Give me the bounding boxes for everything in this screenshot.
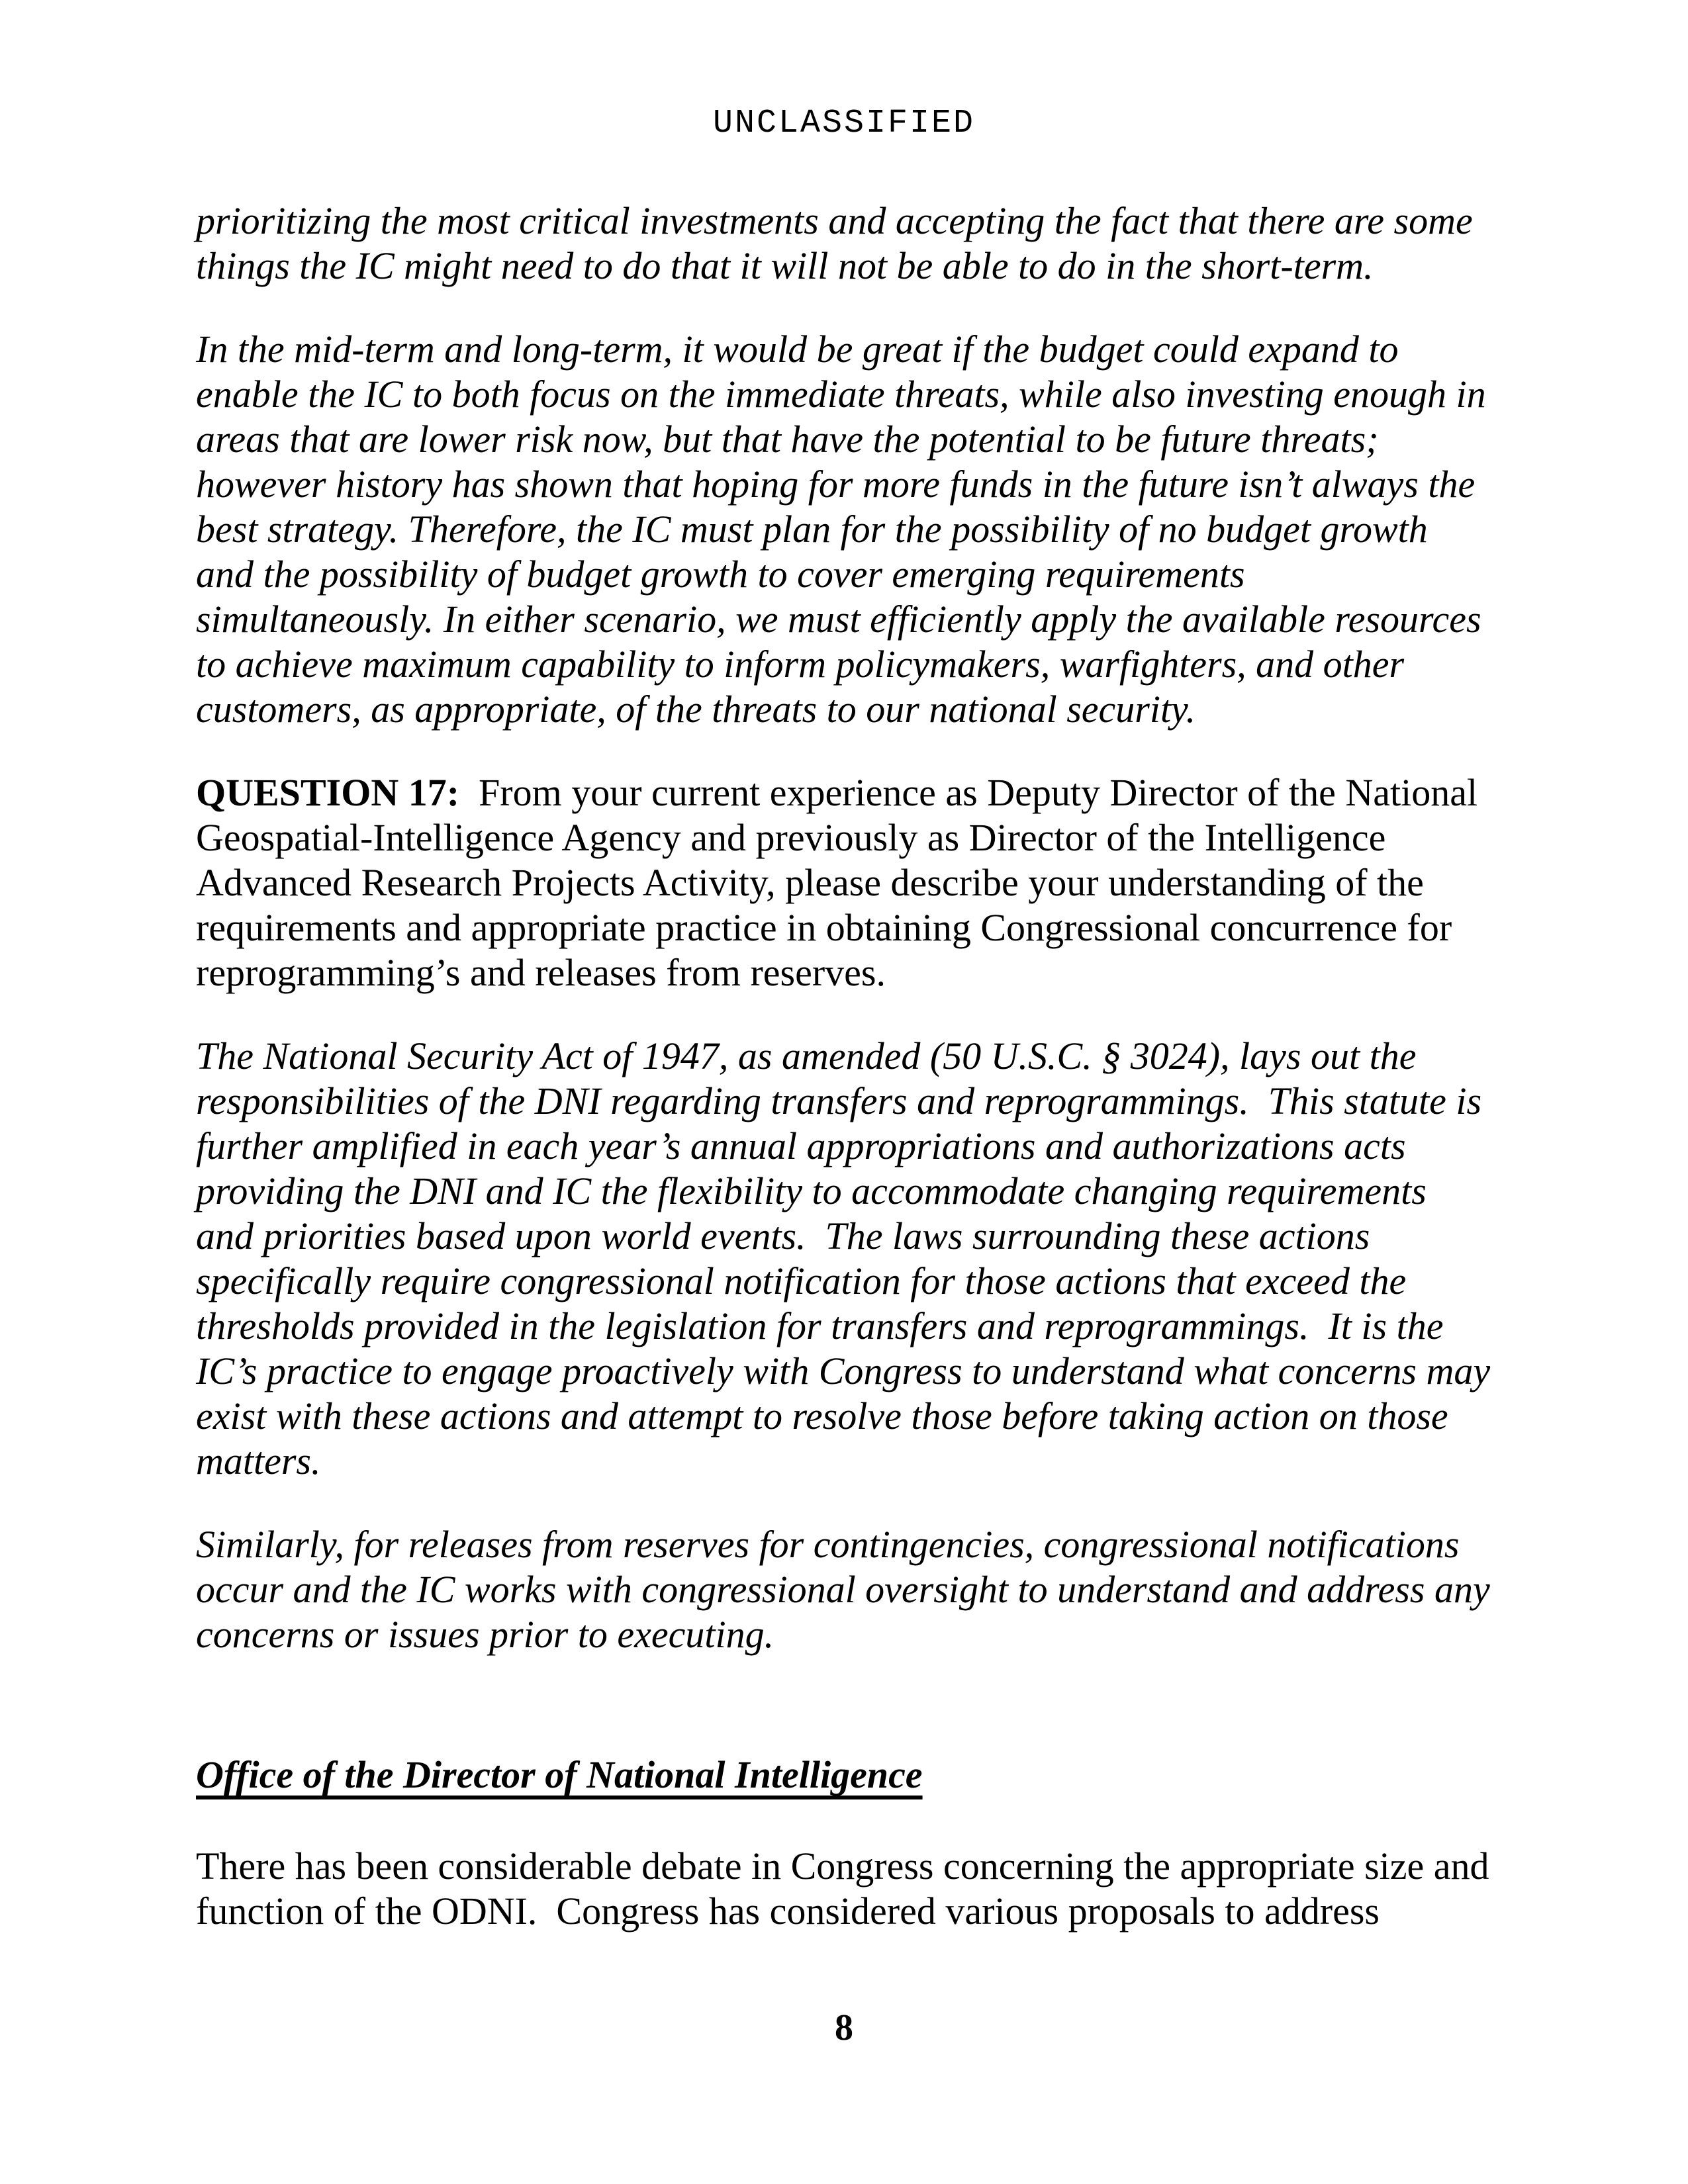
paragraph-odni-debate: There has been considerable debate in Congress concerning the appropriate size and function of the ODNI. Congress has considered various proposals to address bbox=[196, 1844, 1499, 1933]
document-body bbox=[196, 199, 1500, 1972]
page-number: 8 bbox=[835, 2007, 853, 2048]
classification-header: UNCLASSIFIED bbox=[712, 105, 976, 142]
paragraph-mid-term-budget: In the mid-term and long-term, it would be great if the budget could expand to enable the IC to both focus on the immediate threats, while also investing enough in areas that are lower risk now, but that have the potential to be future threats; however history has shown that hoping for more funds in the future isn’t always the best strategy. Therefore, the IC must plan for the possibility of no budget growth and the possibility of budget growth to cover emerging requirements simultaneously. In either scenario, we must efficiently apply the available resources to achieve maximum capability to inform policymakers, warfighters, and other customers, as appropriate, of the threats to our national security. bbox=[196, 328, 1496, 731]
paragraph-national-security-act: The National Security Act of 1947, as amended (50 U.S.C. § 3024), lays out the responsibilities of the DNI regarding transfers and reprogrammings. This statute is further amplified in each year’s annual appropriations and authorizations acts providing the DNI and IC the flexibility to accommodate changing requirements and priorities based upon world events. The laws surrounding these actions specifically require congressional notification for those actions that exceed the thresholds provided in the legislation for transfers and reprogrammings. It is the IC’s practice to engage proactively with Congress to understand what concerns may exist with these actions and attempt to resolve those before taking action on those matters. bbox=[196, 1034, 1500, 1482]
paragraph-question-17 bbox=[196, 770, 1492, 995]
paragraph-continuation: prioritizing the most critical investments and accepting the fact that there are some things the IC might need to do that it will not be able to do in the short-term. bbox=[196, 199, 1483, 287]
section-heading-odni: Office of the Director of National Intelligence bbox=[196, 1753, 923, 1796]
question-17-label: QUESTION 17: bbox=[196, 771, 460, 814]
question-17-text: From your current experience as Deputy Director of the National Geospatial-Intelligence Agency and previously as Director of the Intelligence Advanced Research Projects Activity, please describe your understanding of the requirements and appropriate practice in obtaining Congressional concurrence for reprogramming’s and releases from reserves. bbox=[196, 771, 1487, 994]
paragraph-releases-from-reserves: Similarly, for releases from reserves for contingencies, congressional notifications occur and the IC works with congressional oversight to understand and address any concerns or issues prior to executing. bbox=[196, 1523, 1500, 1656]
